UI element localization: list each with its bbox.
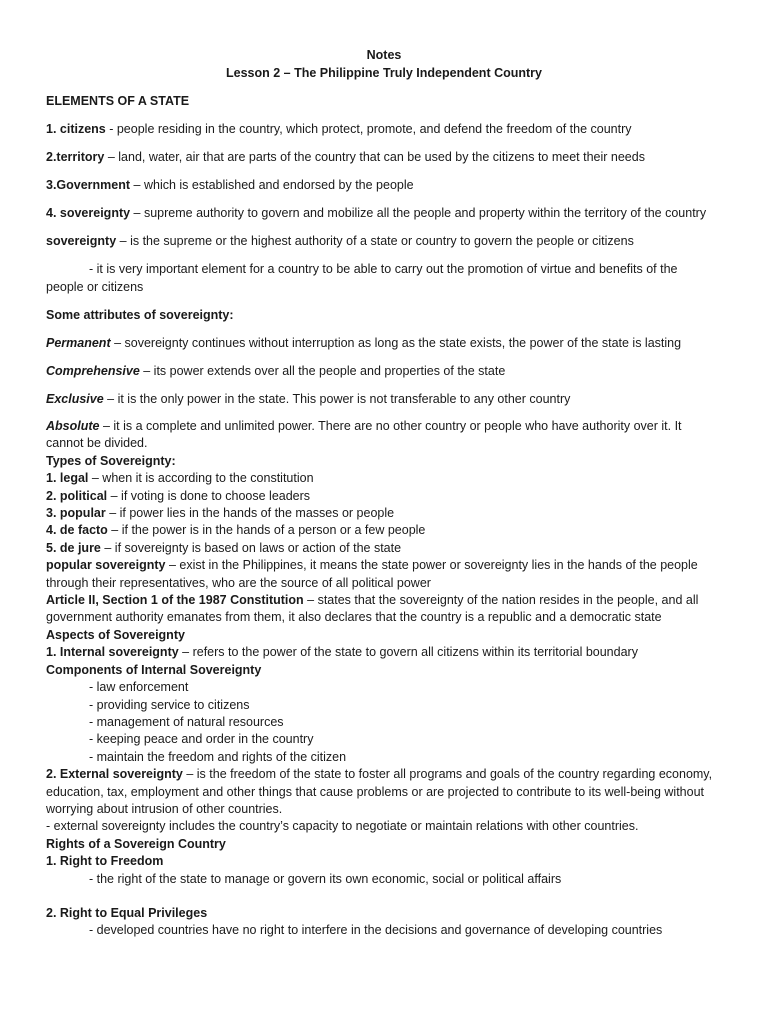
component-item: - management of natural resources <box>89 714 284 729</box>
right-to-freedom-text: - the right of the state to manage or govern its own economic, social or political affairs <box>89 871 562 886</box>
sovereignty-definition: sovereignty – is the supreme or the highest authority of a state or country to govern the people or citizens <box>46 234 634 248</box>
elements-heading: ELEMENTS OF A STATE <box>46 94 190 108</box>
component-item: - law enforcement <box>89 680 189 695</box>
rights-heading: Rights of a Sovereign Country <box>46 836 226 851</box>
type-item: 2. political – if voting is done to choose leaders <box>46 488 311 503</box>
attribute-item: Permanent – sovereignty continues without interruption as long as the state exists, the power of the state is lasting <box>46 336 682 350</box>
right-to-equal-privileges-text: - developed countries have no right to interfere in the decisions and governance of developing countries <box>89 923 663 938</box>
internal-sovereignty: 1. Internal sovereignty – refers to the power of the state to govern all citizens within its territorial boundary <box>46 645 638 660</box>
attribute-item: Exclusive – it is the only power in the state. This power is not transferable to any other country <box>46 392 571 406</box>
constitution-article: Article II, Section 1 of the 1987 Constitution – states that the sovereignty of the nation resides in the people, and all government authority emanates from them, it also declares that the country is a republic and a democratic state <box>46 593 699 625</box>
external-sovereignty: 2. External sovereignty – is the freedom of the state to foster all programs and goals of the country regarding economy, education, tax, employment and other things that cause problems or are projected to contribute to its well-being without worrying about intrusion of other countries. <box>46 767 713 816</box>
external-sovereignty-note: - external sovereignty includes the country’s capacity to negotiate or maintain relations with other countries. <box>46 819 639 834</box>
type-item: 4. de facto – if the power is in the hands of a person or a few people <box>46 523 426 538</box>
document-title: Notes <box>366 48 402 62</box>
attribute-item: Comprehensive – its power extends over all the people and properties of the state <box>46 364 506 378</box>
component-item: - providing service to citizens <box>89 697 250 712</box>
components-heading: Components of Internal Sovereignty <box>46 662 262 677</box>
type-item: 5. de jure – if sovereignty is based on laws or action of the state <box>46 540 402 555</box>
type-item: 1. legal – when it is according to the constitution <box>46 471 314 486</box>
component-item: - maintain the freedom and rights of the citizen <box>89 749 347 764</box>
element-item: 3.Government – which is established and endorsed by the people <box>46 178 414 192</box>
popular-sovereignty: popular sovereignty – exist in the Philippines, it means the state power or sovereignty lies in the hands of the people through their representatives, who are the source of all political power <box>46 558 698 590</box>
aspects-heading: Aspects of Sovereignty <box>46 627 185 642</box>
right-to-equal-privileges-title: 2. Right to Equal Privileges <box>46 905 208 920</box>
element-item: 4. sovereignty – supreme authority to govern and mobilize all the people and property within the territory of the country <box>46 206 707 220</box>
element-item: 1. citizens - people residing in the country, which protect, promote, and defend the freedom of the country <box>46 122 632 136</box>
types-heading: Types of Sovereignty: <box>46 453 176 468</box>
type-item: 3. popular – if power lies in the hands of the masses or people <box>46 506 395 521</box>
lesson-title: Lesson 2 – The Philippine Truly Independent Country <box>225 66 542 80</box>
element-item: 2.territory – land, water, air that are parts of the country that can be used by the citizens to meet their needs <box>46 150 645 164</box>
component-item: - keeping peace and order in the country <box>89 732 314 747</box>
attributes-heading: Some attributes of sovereignty: <box>46 308 234 322</box>
attribute-item: Absolute – it is a complete and unlimited power. There are no other country or people who have authority over it. It cannot be divided. <box>46 419 682 451</box>
sovereignty-note: - it is very important element for a country to be able to carry out the promotion of virtue and benefits of the people or citizens <box>46 262 678 294</box>
right-to-freedom-title: 1. Right to Freedom <box>46 854 164 869</box>
